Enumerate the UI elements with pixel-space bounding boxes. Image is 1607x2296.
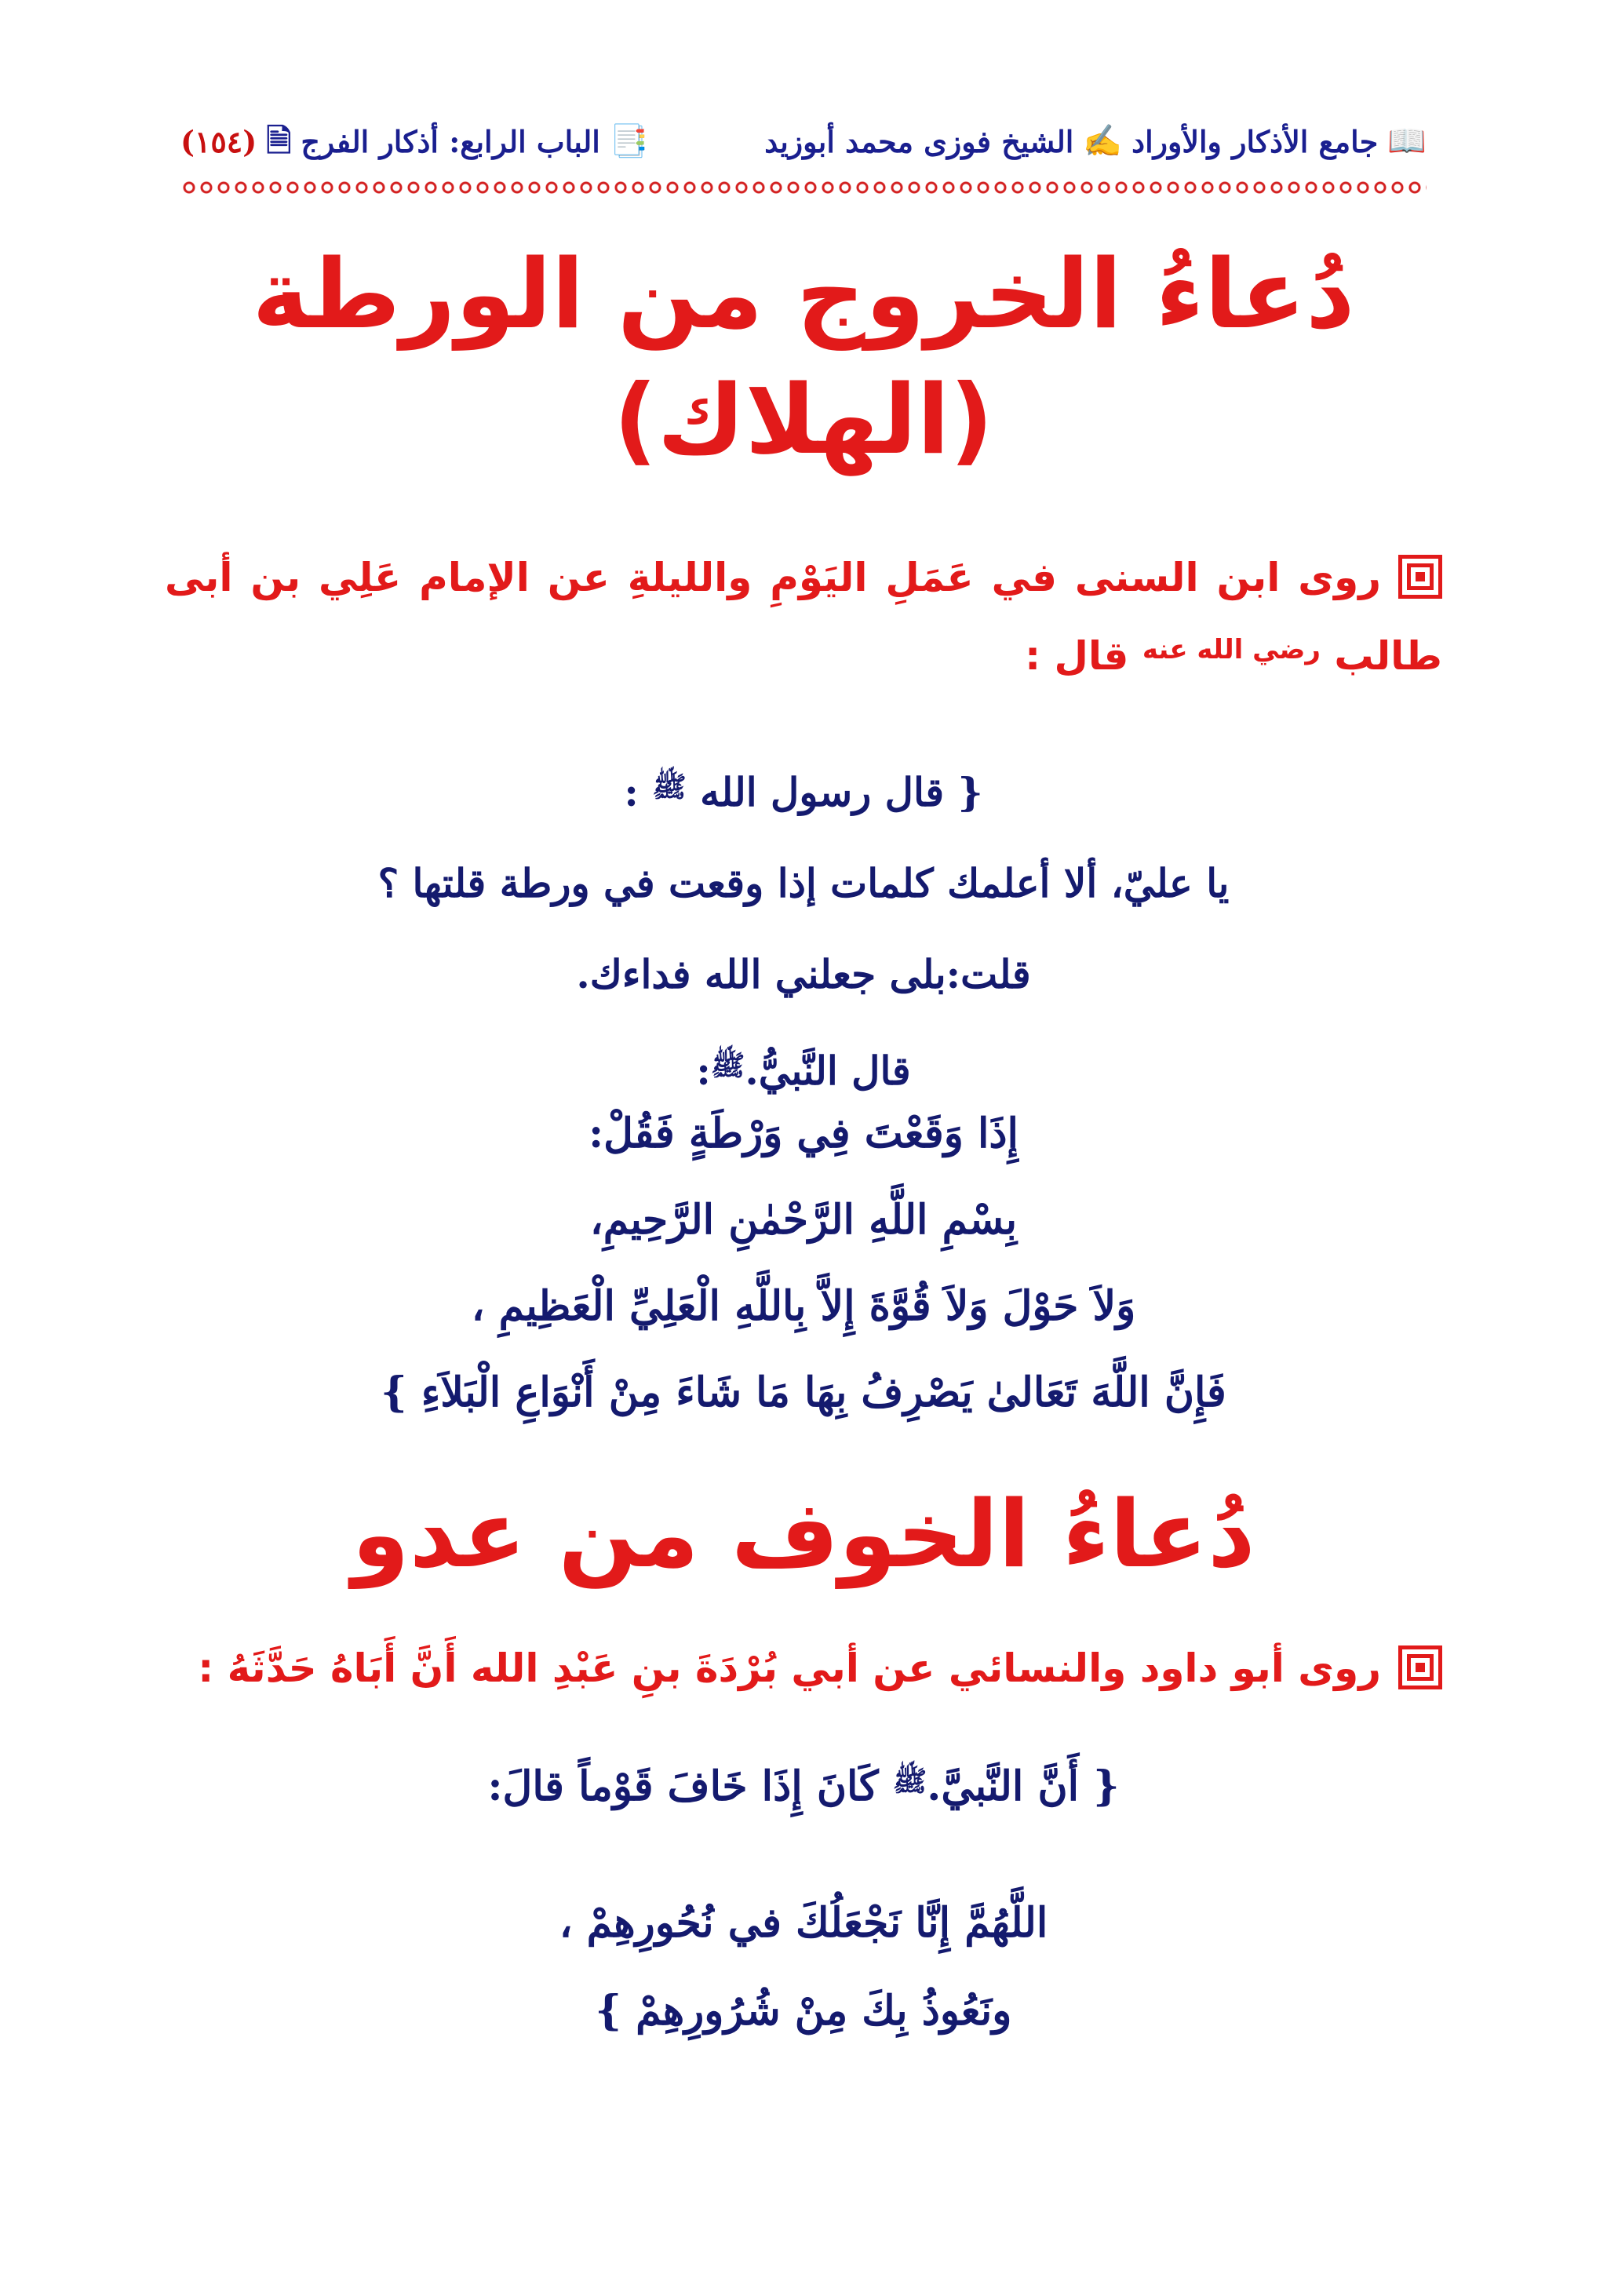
book-title: جامع الأذكار والأوراد	[1131, 123, 1379, 159]
dua-line: ونَعُوذُ بِكَ مِنْ شُرُورِهِمْ }	[595, 1987, 1012, 2035]
section2-narration	[165, 1632, 1442, 1704]
page-number: (١٥٤)	[180, 123, 257, 159]
hadith-text: { أَنَّ النَّبيَّ.	[927, 1762, 1120, 1810]
hadith-text: :	[696, 1048, 711, 1094]
narration-text: روى أبو داود والنسائي عن أبي بُرْدَةَ بنِ عَبْدِ الله أَنَّ أَبَاهُ حَدَّثَهُ :	[198, 1645, 1381, 1691]
header-book	[764, 124, 1427, 159]
pages-icon: 📑	[609, 122, 649, 159]
honorific-radiallahu: رضي الله عنه	[1142, 634, 1321, 665]
dua-line: بِسْمِ اللَّهِ الرَّحْمٰنِ الرَّحِيمِ،	[589, 1196, 1018, 1244]
dua-block	[0, 1091, 1607, 1436]
section1-title: دُعاءُ الخروج من الورطة	[252, 239, 1355, 350]
header-divider	[180, 179, 1427, 196]
hadith-text: كَانَ إِذَا خَافَ قَوْماً قالَ:	[487, 1762, 879, 1810]
salawat-symbol: ﷺ	[892, 1765, 927, 1798]
document-icon: 🗎	[266, 122, 292, 159]
narration-text: روى ابن السنى في عَمَلِ اليَوْمِ والليلةِ عن الإمام عَلِي بن أبى طالب	[165, 555, 1442, 679]
book-icon: 📖	[1387, 122, 1427, 159]
chapter-title: الباب الرابع: أذكار الفرج	[301, 123, 600, 159]
section2-title: دُعاءُ الخوف من عدو	[352, 1480, 1255, 1588]
author-name: الشيخ فوزى محمد أبوزيد	[764, 123, 1074, 159]
pen-icon: ✍	[1083, 122, 1123, 159]
hadith-dialogue	[0, 742, 1607, 1117]
salawat-symbol: ﷺ	[710, 1049, 745, 1082]
square-bullet-icon	[1398, 1645, 1442, 1689]
header-chapter	[180, 124, 649, 159]
square-bullet-icon	[1398, 555, 1442, 599]
salawat-symbol: ﷺ	[652, 771, 687, 804]
section1-subtitle: (الهلاك)	[613, 364, 994, 476]
running-header	[180, 118, 1427, 165]
narration-end: قال :	[1025, 633, 1129, 679]
hadith-line	[0, 1738, 1607, 1830]
hadith-line: قلت:بلى جعلني الله فداءك.	[576, 951, 1031, 997]
hadith-text: { قال رسول الله	[700, 769, 983, 815]
hadith-text: :	[624, 769, 639, 815]
dua-line: اللَّهُمَّ إِنَّا نَجْعَلُكَ في نُحُورِهِمْ ،	[559, 1899, 1048, 1947]
hadith-line: يا عليّ، ألا أعلمك كلمات إذا وقعت في ورطة قلتها ؟	[377, 860, 1230, 906]
dua-block	[0, 1879, 1607, 2055]
dua-line: إِذَا وَقَعْتَ فِي وَرْطَةٍ فَقُلْ:	[588, 1110, 1018, 1157]
hadith-line	[0, 742, 1607, 838]
hadith-text: قال النَّبيُّ.	[745, 1048, 911, 1094]
dua-line: وَلاَ حَوْلَ وَلاَ قُوَّةَ إِلاَّ بِاللَّهِ الْعَلِيِّ الْعَظِيمِ ،	[471, 1282, 1136, 1330]
dua-line: فَإِنَّ اللَّهَ تَعَالىٰ يَصْرِفُ بِهَا مَا شَاءَ مِنْ أَنْوَاعِ الْبَلاَءِ }	[381, 1368, 1226, 1416]
section1-narration	[165, 541, 1442, 692]
hadith-intro	[0, 1738, 1607, 1830]
